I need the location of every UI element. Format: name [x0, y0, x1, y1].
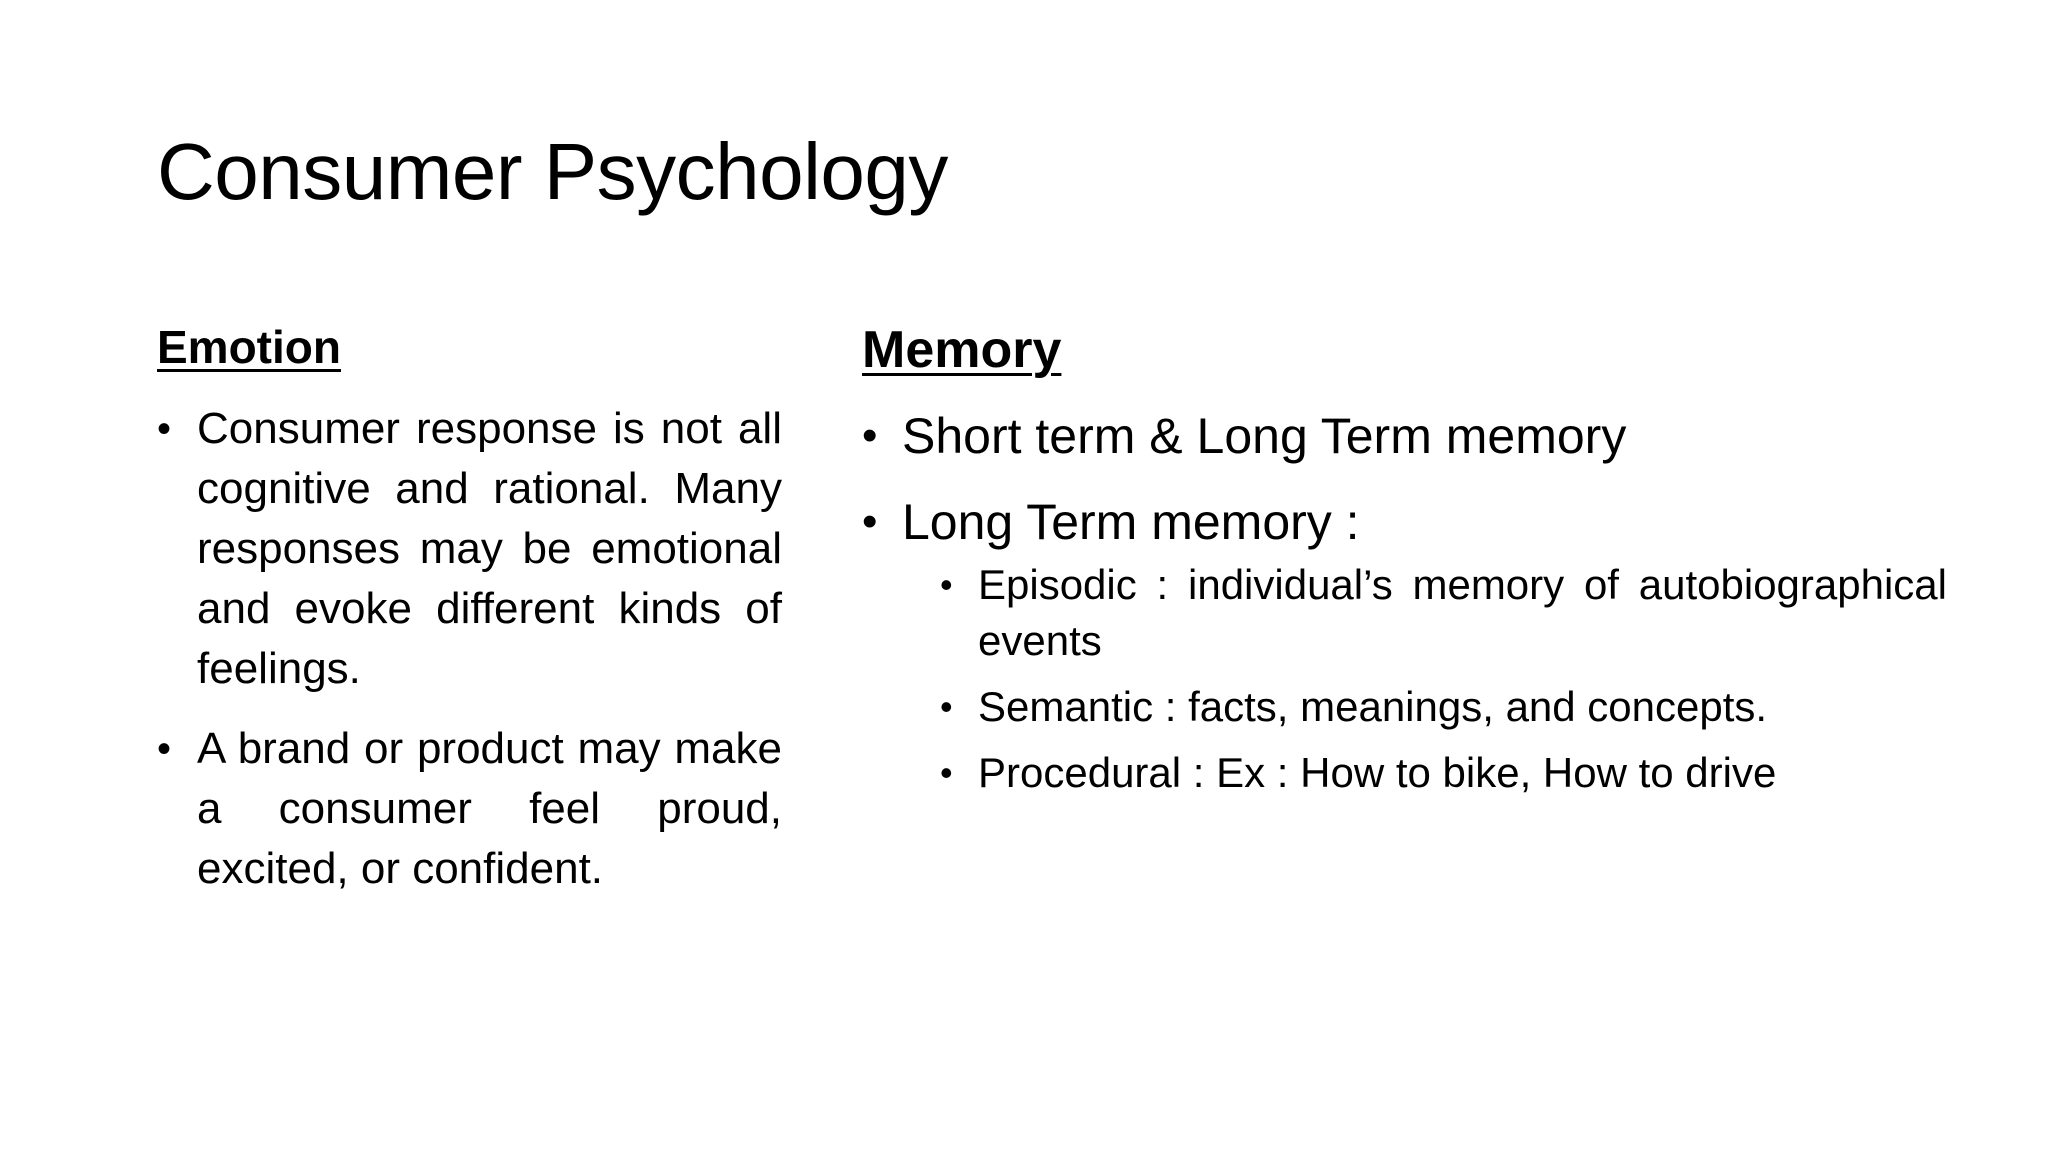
- bullet-icon: •: [157, 727, 172, 771]
- bullet-icon: •: [862, 497, 878, 546]
- emotion-bullet: [157, 719, 782, 899]
- bullet-icon: •: [157, 407, 172, 451]
- memory-sub-bullet-text: Episodic : individual’s memory of autobiographical events: [978, 561, 1947, 664]
- memory-sub-bullet-text: Procedural : Ex : How to bike, How to drive: [978, 749, 1777, 796]
- emotion-bullet-list: [157, 399, 782, 899]
- bullet-icon: •: [862, 411, 878, 460]
- emotion-bullet-text: A brand or product may make a consumer feel proud, excited, or confident.: [197, 724, 782, 893]
- memory-sub-bullet: [940, 679, 1947, 735]
- emotion-bullet: [157, 399, 782, 699]
- emotion-section: [157, 315, 782, 919]
- bullet-icon: •: [940, 752, 953, 793]
- emotion-bullet-text: Consumer response is not all cognitive and rational. Many responses may be emotional and evoke different kinds of feelings.: [197, 404, 782, 693]
- slide-title: Consumer Psychology: [157, 127, 948, 216]
- memory-bullet: [862, 401, 1947, 471]
- bullet-icon: •: [940, 686, 953, 727]
- memory-bullet-text: Short term & Long Term memory: [902, 408, 1627, 464]
- memory-bullet-list: [862, 401, 1947, 801]
- memory-bullet-text: Long Term memory :: [902, 494, 1360, 550]
- emotion-heading: Emotion: [157, 321, 341, 373]
- memory-sub-bullet: [940, 557, 1947, 669]
- memory-sub-bullet-list: [902, 557, 1947, 801]
- bullet-icon: •: [940, 564, 953, 605]
- memory-heading: Memory: [862, 321, 1062, 379]
- memory-section: [862, 315, 1947, 817]
- memory-bullet: [862, 487, 1947, 801]
- memory-sub-bullet-text: Semantic : facts, meanings, and concepts.: [978, 683, 1768, 730]
- memory-sub-bullet: [940, 745, 1947, 801]
